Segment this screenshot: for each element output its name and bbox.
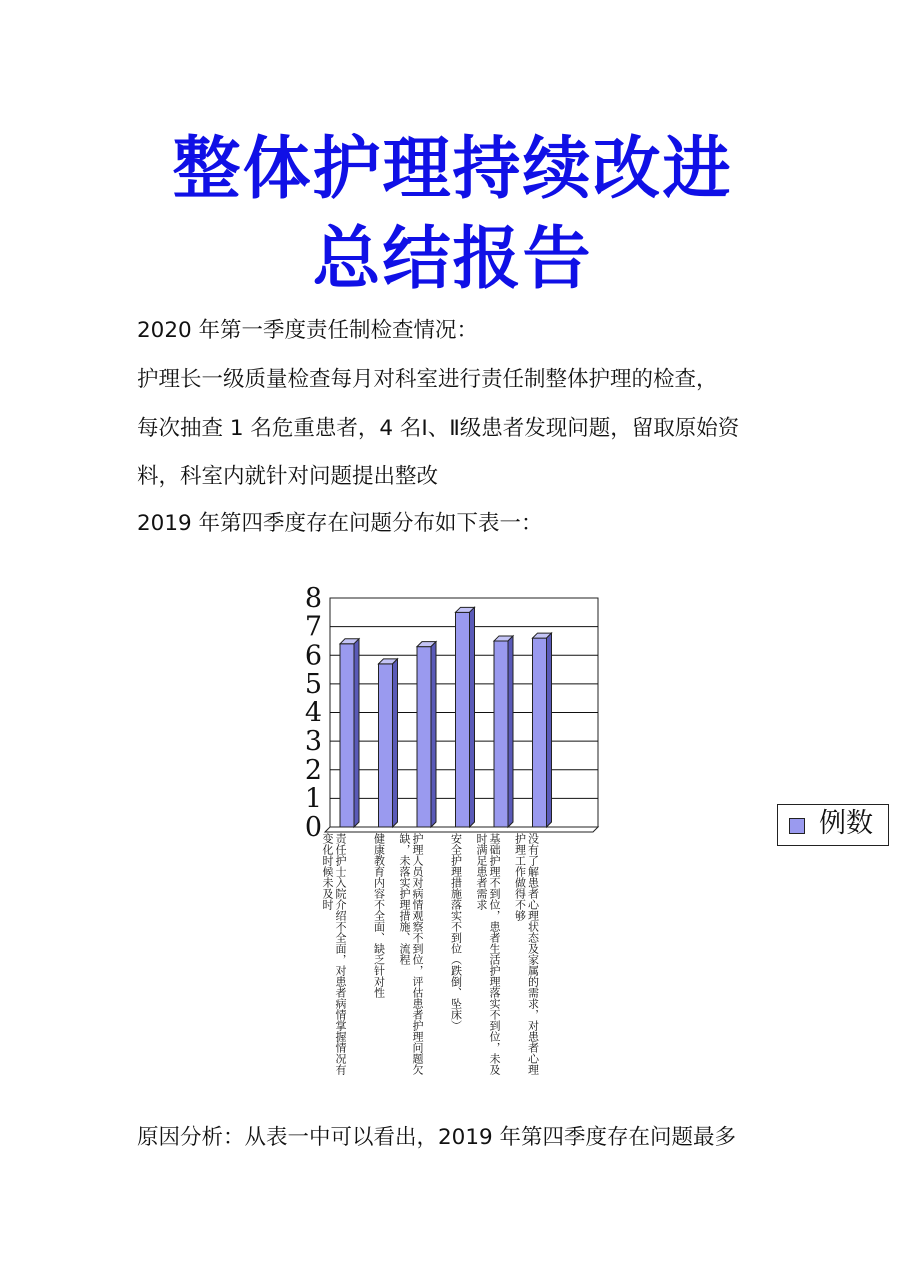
x-category-label: 安全护理措施落实不到位（跌倒、坠床） <box>449 833 463 1031</box>
x-category-label: 健康教育内容不全面、缺乏针对性 <box>372 833 386 998</box>
y-tick-label: 2 <box>304 754 322 786</box>
y-tick-label: 0 <box>304 812 322 843</box>
paragraph-body-1: 护理长一级质量检查每月对科室进行责任制整体护理的检查， <box>137 367 718 392</box>
x-category-label: 责任护士入院介绍不全面，对患者病情掌握情况有变化时候未及时 <box>321 833 347 1075</box>
bar <box>417 647 431 827</box>
bar-side <box>470 607 475 827</box>
bar-side <box>508 636 513 827</box>
y-tick-label: 7 <box>304 611 322 643</box>
bar <box>379 664 393 827</box>
bar <box>340 644 354 827</box>
x-category-label: 基础护理不到位，患者生活护理落实不到位，未及时满足患者需求 <box>475 833 501 1075</box>
bar-side <box>393 659 398 827</box>
chart-floor <box>325 827 598 832</box>
paragraph-check-heading: 2020 年第一季度责任制检查情况： <box>137 318 479 343</box>
bar <box>533 638 547 827</box>
paragraph-body-3: 料，科室内就针对问题提出整改 <box>137 464 439 489</box>
y-tick-label: 5 <box>304 668 322 700</box>
paragraph-body-2: 每次抽查 1 名危重患者，4 名Ⅰ、Ⅱ级患者发现问题，留取原始资 <box>137 416 740 441</box>
legend-swatch <box>789 818 805 834</box>
bar-side <box>547 633 552 827</box>
x-category-label: 没有了解患者心理状态及家属的需求，对患者心理护理工作做得不够 <box>513 833 540 1075</box>
bar <box>456 612 470 827</box>
y-tick-label: 1 <box>304 783 322 815</box>
y-tick-label: 8 <box>304 585 322 614</box>
bar-side <box>354 639 359 827</box>
y-tick-label: 6 <box>304 640 322 672</box>
report-title-line1: 整体护理持续改进 <box>172 130 733 209</box>
issue-distribution-chart <box>290 585 620 845</box>
legend-label: 例数 <box>819 808 873 839</box>
report-title-line2: 总结报告 <box>312 220 593 299</box>
bar <box>494 641 508 827</box>
paragraph-table-intro: 2019 年第四季度存在问题分布如下表一： <box>137 511 543 536</box>
x-category-label: 护理人员对病情观察不到位，评估患者护理问题欠缺，未落实护理措施、流程 <box>398 833 424 1075</box>
chart-legend <box>777 804 889 846</box>
y-tick-label: 4 <box>304 697 322 729</box>
bar-side <box>431 642 436 827</box>
y-tick-label: 3 <box>304 726 322 758</box>
paragraph-cause-analysis: 原因分析：从表一中可以看出，2019 年第四季度存在问题最多 <box>137 1125 737 1150</box>
